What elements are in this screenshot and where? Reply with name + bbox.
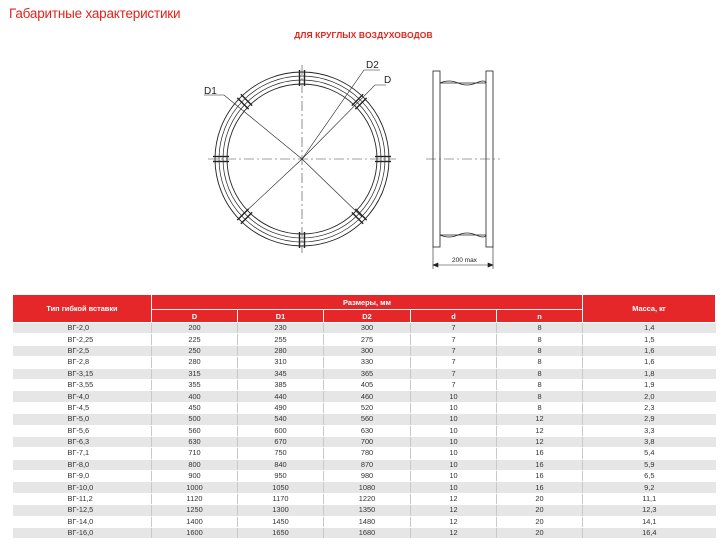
table-cell: 2,3	[583, 402, 716, 413]
page-subtitle: ДЛЯ КРУГЛЫХ ВОЗДУХОВОДОВ	[294, 30, 433, 40]
cell-type: ВГ-6,3	[13, 436, 152, 447]
table-row	[13, 471, 716, 482]
table-cell: 9,2	[583, 482, 716, 493]
table-cell: 10	[411, 414, 497, 425]
table-row	[13, 425, 716, 436]
table-cell: 330	[324, 357, 411, 368]
table-cell: 20	[497, 516, 583, 527]
table-cell: 1650	[238, 528, 324, 539]
cell-type: ВГ-5,6	[13, 425, 152, 436]
header-col-d: D	[152, 310, 238, 323]
table-row	[13, 516, 716, 527]
table-cell: 630	[152, 436, 238, 447]
table-cell: 300	[324, 323, 411, 334]
table-cell: 10	[411, 425, 497, 436]
table-cell: 460	[324, 391, 411, 402]
table-cell: 560	[324, 414, 411, 425]
table-cell: 300	[324, 345, 411, 356]
table-cell: 1000	[152, 482, 238, 493]
table-cell: 3,8	[583, 436, 716, 447]
table-cell: 750	[238, 448, 324, 459]
table-cell: 1450	[238, 516, 324, 527]
table-cell: 14,1	[583, 516, 716, 527]
label-d1: D1	[204, 86, 217, 97]
table-cell: 255	[238, 334, 324, 345]
table-cell: 16	[497, 448, 583, 459]
table-cell: 365	[324, 368, 411, 379]
table-cell: 7	[411, 357, 497, 368]
cell-type: ВГ-2,5	[13, 345, 152, 356]
table-cell: 385	[238, 379, 324, 390]
table-cell: 10	[411, 402, 497, 413]
table-cell: 950	[238, 471, 324, 482]
table-cell: 1480	[324, 516, 411, 527]
table-row	[13, 357, 716, 368]
table-cell: 20	[497, 493, 583, 504]
table-cell: 2,9	[583, 414, 716, 425]
table-row	[13, 459, 716, 470]
table-cell: 1350	[324, 505, 411, 516]
table-cell: 710	[152, 448, 238, 459]
table-cell: 5,9	[583, 459, 716, 470]
table-row	[13, 482, 716, 493]
header-sizes: Размеры, мм	[152, 295, 583, 310]
cell-type: ВГ-2,0	[13, 323, 152, 334]
table-cell: 12	[411, 528, 497, 539]
table-row	[13, 368, 716, 379]
cell-type: ВГ-4,5	[13, 402, 152, 413]
header-col-n: n	[497, 310, 583, 323]
table-cell: 10	[411, 459, 497, 470]
cell-type: ВГ-16,0	[13, 528, 152, 539]
table-cell: 980	[324, 471, 411, 482]
table-cell: 10	[411, 482, 497, 493]
table-body	[13, 323, 716, 539]
table-cell: 630	[324, 425, 411, 436]
table-cell: 400	[152, 391, 238, 402]
table-cell: 12	[497, 425, 583, 436]
table-row	[13, 334, 716, 345]
table-cell: 1400	[152, 516, 238, 527]
table-cell: 1170	[238, 493, 324, 504]
table-cell: 8	[497, 402, 583, 413]
cell-type: ВГ-8,0	[13, 459, 152, 470]
table-cell: 10	[411, 448, 497, 459]
table-cell: 3,3	[583, 425, 716, 436]
table-cell: 280	[152, 357, 238, 368]
table-cell: 490	[238, 402, 324, 413]
table-cell: 8	[497, 368, 583, 379]
table-cell: 250	[152, 345, 238, 356]
table-cell: 10	[411, 436, 497, 447]
label-width: 200 max	[452, 257, 477, 264]
table-cell: 12	[411, 505, 497, 516]
table-row	[13, 448, 716, 459]
table-cell: 310	[238, 357, 324, 368]
table-cell: 7	[411, 334, 497, 345]
cell-type: ВГ-4,0	[13, 391, 152, 402]
table-cell: 225	[152, 334, 238, 345]
table-cell: 12	[497, 436, 583, 447]
table-cell: 560	[152, 425, 238, 436]
table-cell: 280	[238, 345, 324, 356]
table-cell: 20	[497, 505, 583, 516]
table-row	[13, 414, 716, 425]
table-cell: 600	[238, 425, 324, 436]
table-cell: 780	[324, 448, 411, 459]
table-cell: 800	[152, 459, 238, 470]
table-cell: 405	[324, 379, 411, 390]
table-cell: 7	[411, 368, 497, 379]
table-row	[13, 391, 716, 402]
table-cell: 7	[411, 323, 497, 334]
table-row	[13, 345, 716, 356]
table-cell: 1050	[238, 482, 324, 493]
cell-type: ВГ-2,25	[13, 334, 152, 345]
table-cell: 8	[497, 345, 583, 356]
table-cell: 1080	[324, 482, 411, 493]
table-cell: 1220	[324, 493, 411, 504]
table-cell: 8	[497, 323, 583, 334]
table-cell: 16,4	[583, 528, 716, 539]
table-cell: 12	[497, 414, 583, 425]
table-cell: 11,1	[583, 493, 716, 504]
cell-type: ВГ-2,8	[13, 357, 152, 368]
table-row	[13, 493, 716, 504]
table-cell: 1,6	[583, 345, 716, 356]
table-cell: 230	[238, 323, 324, 334]
table-cell: 1,6	[583, 357, 716, 368]
table-cell: 1680	[324, 528, 411, 539]
table-cell: 520	[324, 402, 411, 413]
dimensions-table	[12, 294, 716, 539]
table-cell: 1300	[238, 505, 324, 516]
table-cell: 8	[497, 357, 583, 368]
table-cell: 6,5	[583, 471, 716, 482]
cell-type: ВГ-5,0	[13, 414, 152, 425]
table-cell: 7	[411, 379, 497, 390]
table-row	[13, 505, 716, 516]
table-cell: 1,9	[583, 379, 716, 390]
cell-type: ВГ-14,0	[13, 516, 152, 527]
header-col-d2: D2	[324, 310, 411, 323]
table-cell: 8	[497, 334, 583, 345]
table-cell: 7	[411, 345, 497, 356]
page-title: Габаритные характеристики	[9, 6, 181, 21]
header-mass: Масса, кг	[583, 295, 716, 323]
table-cell: 355	[152, 379, 238, 390]
table-row	[13, 379, 716, 390]
table-cell: 1,8	[583, 368, 716, 379]
table-cell: 2,0	[583, 391, 716, 402]
cell-type: ВГ-12,5	[13, 505, 152, 516]
table-cell: 8	[497, 379, 583, 390]
table-cell: 840	[238, 459, 324, 470]
table-cell: 1250	[152, 505, 238, 516]
table-cell: 1,5	[583, 334, 716, 345]
table-cell: 440	[238, 391, 324, 402]
table-cell: 16	[497, 471, 583, 482]
cell-type: ВГ-11,2	[13, 493, 152, 504]
table-row	[13, 323, 716, 334]
table-cell: 345	[238, 368, 324, 379]
table-cell: 700	[324, 436, 411, 447]
cell-type: ВГ-10,0	[13, 482, 152, 493]
header-col-d1: D1	[238, 310, 324, 323]
table-cell: 870	[324, 459, 411, 470]
table-cell: 540	[238, 414, 324, 425]
table-cell: 1600	[152, 528, 238, 539]
table-cell: 16	[497, 459, 583, 470]
table-cell: 10	[411, 391, 497, 402]
table-cell: 12	[411, 493, 497, 504]
table-cell: 10	[411, 471, 497, 482]
table-row	[13, 402, 716, 413]
table-cell: 16	[497, 482, 583, 493]
table-cell: 450	[152, 402, 238, 413]
table-cell: 20	[497, 528, 583, 539]
header-col-d-small: d	[411, 310, 497, 323]
cell-type: ВГ-3,15	[13, 368, 152, 379]
table-cell: 200	[152, 323, 238, 334]
table-cell: 5,4	[583, 448, 716, 459]
table-cell: 275	[324, 334, 411, 345]
table-cell: 12	[411, 516, 497, 527]
cell-type: ВГ-9,0	[13, 471, 152, 482]
table-cell: 8	[497, 391, 583, 402]
table-cell: 12,3	[583, 505, 716, 516]
label-d: D	[384, 75, 392, 86]
cell-type: ВГ-7,1	[13, 448, 152, 459]
table-row	[13, 528, 716, 539]
table-cell: 670	[238, 436, 324, 447]
table-cell: 315	[152, 368, 238, 379]
table-cell: 1,4	[583, 323, 716, 334]
table-row	[13, 436, 716, 447]
table-cell: 1120	[152, 493, 238, 504]
cell-type: ВГ-3,55	[13, 379, 152, 390]
header-type: Тип гибкой вставки	[13, 295, 152, 323]
table-cell: 900	[152, 471, 238, 482]
table-cell: 500	[152, 414, 238, 425]
label-d2: D2	[366, 60, 379, 71]
